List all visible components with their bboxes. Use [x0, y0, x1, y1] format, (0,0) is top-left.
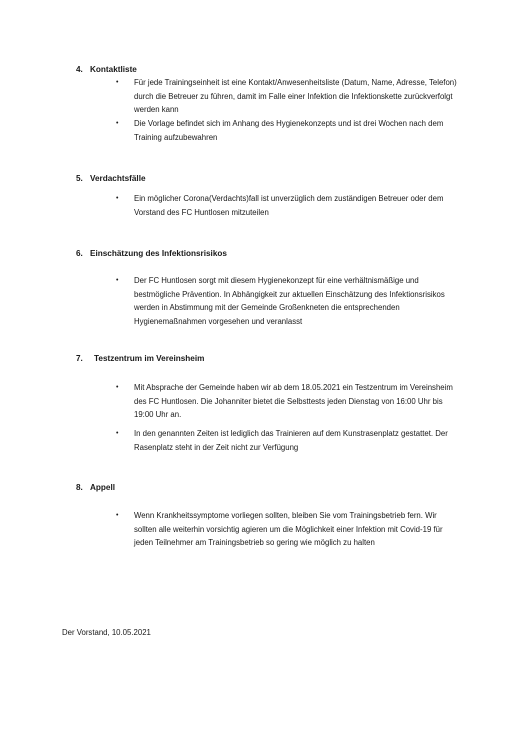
list-item	[116, 381, 461, 423]
bullet-icon: •	[116, 512, 119, 519]
list-item	[116, 509, 461, 565]
section-title: Appell	[90, 483, 116, 492]
list-item	[116, 76, 461, 118]
section-title: Verdachtsfälle	[90, 174, 146, 183]
list-item-text: Die Vorlage befindet sich im Anhang des Hygienekonzepts und ist drei Wochen nach dem Training aufzubewahren	[134, 119, 444, 142]
list-item-text: Für jede Trainingseinheit ist eine Kontakt/Anwesenheitsliste (Datum, Name, Adresse, Telefon) durch die Betreuer zu führen, damit im Falle einer Infektion die Infektionskette zurückverfolgt werden kann	[134, 78, 457, 115]
section-number: 7.	[76, 354, 83, 363]
section-number: 5.	[76, 174, 83, 183]
list-item-text: Mit Absprache der Gemeinde haben wir ab dem 18.05.2021 ein Testzentrum im Vereinsheim des FC Huntlosen. Die Johanniter bietet die Selbsttests jeden Dienstag von 16:00 Uhr bis 19:00 Uhr an.	[134, 383, 453, 420]
list-item-text: In den genannten Zeiten ist lediglich das Trainieren auf dem Kunstrasenplatz gestattet. Der Rasenplatz steht in der Zeit nicht zur Verfügung	[134, 429, 448, 452]
bullet-icon: •	[116, 195, 119, 202]
bullet-icon: •	[116, 430, 119, 437]
section-title: Einschätzung des Infektionsrisikos	[90, 249, 227, 258]
section-8-heading	[76, 483, 115, 492]
section-number: 4.	[76, 65, 83, 74]
section-number: 6.	[76, 249, 83, 258]
section-7-heading	[76, 354, 204, 363]
list-item	[116, 117, 461, 145]
section-title: Testzentrum im Vereinsheim	[94, 354, 205, 363]
list-item	[116, 274, 461, 330]
signature-line: Der Vorstand, 10.05.2021	[62, 628, 151, 637]
section-title: Kontaktliste	[90, 65, 137, 74]
list-item	[116, 192, 461, 220]
section-6-heading	[76, 249, 227, 258]
list-item	[116, 427, 461, 455]
list-item-text: Der FC Huntlosen sorgt mit diesem Hygienekonzept für eine verhältnismäßige und bestmögliche Prävention. In Abhängigkeit zur aktuellen Einschätzung des Infektionsrisikos werden in Abstimmung mit der Gemeinde Großenkneten die entsprechenden Hygienemaßnahmen vorgesehen und veranlasst	[134, 276, 445, 326]
bullet-icon: •	[116, 384, 119, 391]
bullet-icon: •	[116, 277, 119, 284]
bullet-icon: •	[116, 120, 119, 127]
section-4-heading	[76, 65, 137, 74]
list-item-text: Wenn Krankheitssymptome vorliegen sollten, bleiben Sie vom Trainingsbetrieb fern. Wir sollten alle weiterhin vorsichtig agieren um die Möglichkeit einer Infektion mit Covid-19 für jeden Teilnehmer am Trainingsbetrieb so gering wie möglich zu halten	[134, 511, 443, 548]
bullet-icon: •	[116, 79, 119, 86]
list-item-text: Ein möglicher Corona(Verdachts)fall ist unverzüglich dem zuständigen Betreuer oder dem Vorstand des FC Huntlosen mitzuteilen	[134, 194, 444, 217]
section-number: 8.	[76, 483, 83, 492]
section-5-heading	[76, 174, 146, 183]
